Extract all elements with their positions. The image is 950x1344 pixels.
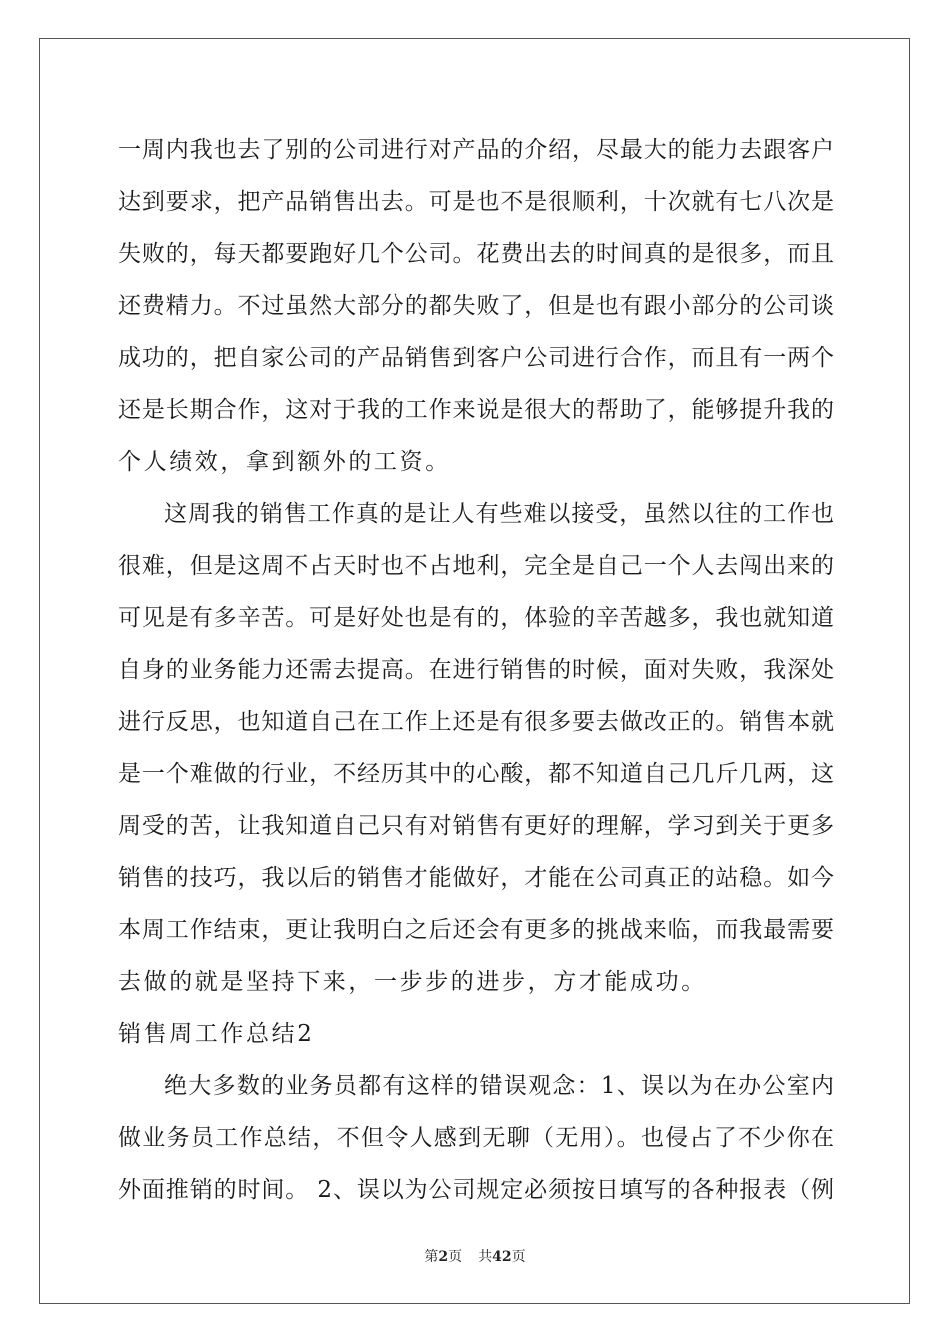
footer-total-prefix: 共: [478, 1249, 493, 1265]
footer-total-suffix: 页: [511, 1249, 526, 1265]
footer-total-pages: 42: [492, 1249, 512, 1265]
footer-page-number: 2: [438, 1249, 449, 1265]
text-line: 进行反思，也知道自己在工作上还是有很多要去做改正的。销售本就: [118, 709, 834, 735]
text-line: 是一个难做的行业，不经历其中的心酸，都不知道自己几斤几两，这: [118, 761, 834, 787]
text-line: 成功的，把自家公司的产品销售到客户公司进行合作，而且有一两个: [118, 345, 834, 371]
text-line: 一周内我也去了别的公司进行对产品的介绍，尽最大的能力去跟客户: [118, 137, 834, 163]
text-line-indented: 绝大多数的业务员都有这样的错误观念：1、误以为在办公室内: [164, 1073, 834, 1099]
text-line: 很难，但是这周不占天时也不占地利，完全是自己一个人去闯出来的: [118, 553, 834, 579]
text-line: 去做的就是坚持下来，一步步的进步，方才能成功。: [118, 969, 707, 995]
section-heading: 销售周工作总结2: [118, 1021, 315, 1047]
text-line: 还是长期合作，这对于我的工作来说是很大的帮助了，能够提升我的: [118, 397, 834, 423]
text-line: 个人绩效，拿到额外的工资。: [118, 449, 451, 475]
footer-page-suffix: 页: [448, 1249, 463, 1265]
document-body: [118, 124, 834, 1216]
text-line: 可见是有多辛苦。可是好处也是有的，体验的辛苦越多，我也就知道: [118, 605, 834, 631]
text-line: 自身的业务能力还需去提高。在进行销售的时候，面对失败，我深处: [118, 657, 834, 683]
page-footer: [0, 1246, 950, 1266]
text-line: 外面推销的时间。 2、误以为公司规定必须按日填写的各种报表（例: [118, 1177, 834, 1203]
text-line: 还费精力。不过虽然大部分的都失败了，但是也有跟小部分的公司谈: [118, 293, 834, 319]
text-line: 周受的苦，让我知道自己只有对销售有更好的理解，学习到关于更多: [118, 813, 834, 839]
text-line: 本周工作结束，更让我明白之后还会有更多的挑战来临，而我最需要: [118, 917, 834, 943]
text-line: 失败的，每天都要跑好几个公司。花费出去的时间真的是很多，而且: [118, 241, 834, 267]
text-line-indented: 这周我的销售工作真的是让人有些难以接受，虽然以往的工作也: [164, 501, 834, 527]
text-line: 做业务员工作总结，不但令人感到无聊（无用）。也侵占了不少你在: [118, 1125, 834, 1151]
text-line: 达到要求，把产品销售出去。可是也不是很顺利，十次就有七八次是: [118, 189, 834, 215]
text-line: 销售的技巧，我以后的销售才能做好，才能在公司真正的站稳。如今: [118, 865, 834, 891]
footer-prefix: 第: [424, 1249, 439, 1265]
